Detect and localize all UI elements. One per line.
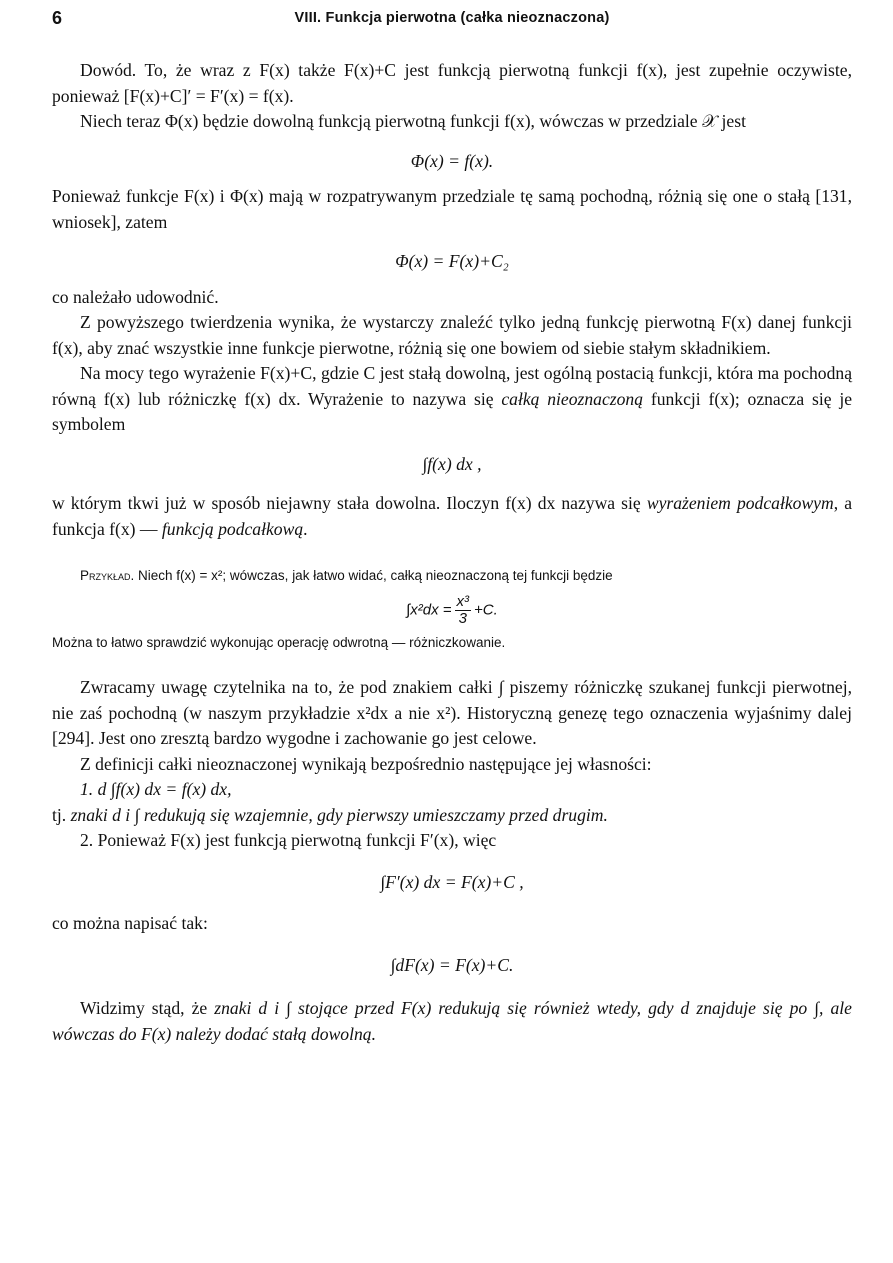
page-body [52, 58, 852, 1047]
paragraph-notation: Zwracamy uwagę czytelnika na to, że pod znakiem całki ∫ piszemy różniczkę szukanej funkcji pierwotnej, nie zaś pochodną (w naszym przykładzie x²dx a nie x²). Historyczną genezę tego oznaczenia wyjaśnimy dalej [294]. Jest ono zresztą bardzo wygodne i zachowanie go jest celowe. [52, 677, 852, 748]
paragraph-phi: Niech teraz Φ(x) będzie dowolną funkcją pierwotną funkcji f(x), wówczas w przedziale 𝒳 jest [80, 111, 746, 131]
page-header [52, 8, 852, 32]
example-fraction [455, 594, 472, 627]
term-integrand-expression: wyrażeniem podcałkowym [646, 493, 834, 513]
property-1-prefix: tj. [52, 804, 71, 825]
equation-integral-derivative: ∫F′(x) dx = F(x)+C , [380, 871, 524, 892]
paragraph-integrand [52, 491, 852, 542]
paragraph-one-antiderivative: Z powyższego twierdzenia wynika, że wystarczy znaleźć tylko jedną funkcję pierwotną F(x) danej funkcji f(x), aby znać wszystkie inne funkcje pierwotne, różnią się one bowiem od siebie stałym składnikiem. [52, 312, 852, 358]
property-1-statement: znaki d i ∫ redukują się wzajemnie, gdy pierwszy umieszczamy przed drugim. [70, 804, 608, 825]
example-block [52, 566, 852, 653]
property-2: 2. Ponieważ F(x) jest funkcją pierwotną funkcji F′(x), więc [80, 830, 497, 850]
equation-phi-constant: Φ(x) = F(x)+C₂ [395, 251, 509, 271]
integrand-text-1: w którym tkwi już w sposób niejawny stała dowolna. Iloczyn f(x) dx nazywa się [52, 493, 647, 513]
paragraph-same-derivative: Ponieważ funkcje F(x) i Φ(x) mają w rozpatrywanym przedziale tę samą pochodną, różnią się one o stałą [131, wniosek], zatem [52, 186, 852, 232]
integrand-text-3: . [303, 518, 308, 539]
example-eq-right: +C. [474, 601, 498, 619]
term-indefinite-integral: całką nieoznaczoną [501, 388, 644, 409]
example-eq-left: ∫x²dx = [406, 601, 452, 619]
properties-section [52, 675, 852, 1047]
paragraph-conclusion [52, 996, 852, 1047]
running-head: VIII. Funkcja pierwotna (całka nieoznaczona) [294, 10, 610, 26]
conclusion-prefix: Widzimy stąd, że [80, 998, 215, 1018]
equation-integral-differential: ∫dF(x) = F(x)+C. [390, 954, 514, 975]
paragraph-definition [52, 361, 852, 438]
equation-integral-symbol: ∫f(x) dx , [422, 453, 482, 474]
conclusion-statement: znaki d i ∫ stojące przed F(x) redukują się również wtedy, gdy d znajduje się po ∫, ale wówczas do F(x) należy dodać stałą dowolną. [52, 998, 852, 1044]
paragraph-proof: Dowód. To, że wraz z F(x) także F(x)+C jest funkcją pierwotną funkcji f(x), jest zupełnie oczywiste, ponieważ [F(x)+C]′ = F′(x) = f(x). [52, 60, 852, 106]
definition-text-2: funkcji f(x); oznacza się je symbolem [52, 388, 853, 434]
term-integrand-function: funkcją podcałkową [161, 518, 304, 539]
paragraph-properties-intro: Z definicji całki nieoznaczonej wynikają bezpośrednio następujące jej własności: [80, 753, 652, 774]
example-fraction-numerator: x³ [456, 593, 470, 610]
paragraph-qed: co należało udowodnić. [52, 286, 219, 307]
example-paragraph [52, 566, 852, 586]
equation-phi-derivative: Φ(x) = f(x). [410, 150, 494, 171]
integrand-text-2: , a funkcja f(x) — [52, 493, 852, 539]
page-number: 6 [52, 8, 63, 28]
example-equation [52, 594, 852, 627]
example-text: Niech f(x) = x²; wówczas, jak łatwo widać, całką nieoznaczoną tej funkcji będzie [134, 568, 613, 583]
definition-text-1: Na mocy tego wyrażenie F(x)+C, gdzie C jest stałą dowolną, jest ogólną postacią funkcji, która ma pochodną równą f(x) lub różniczkę f(x) dx. Wyrażenie to nazywa się [52, 363, 852, 409]
example-fraction-denominator: 3 [458, 610, 467, 627]
paragraph-property-1-explanation [52, 803, 852, 829]
example-label: Przykład. [80, 568, 135, 583]
example-check: Można to łatwo sprawdzić wykonując operację odwrotną — różniczkowanie. [52, 635, 506, 650]
property-1: 1. d ∫f(x) dx = f(x) dx, [80, 779, 232, 799]
paragraph-can-write: co można napisać tak: [52, 913, 208, 933]
